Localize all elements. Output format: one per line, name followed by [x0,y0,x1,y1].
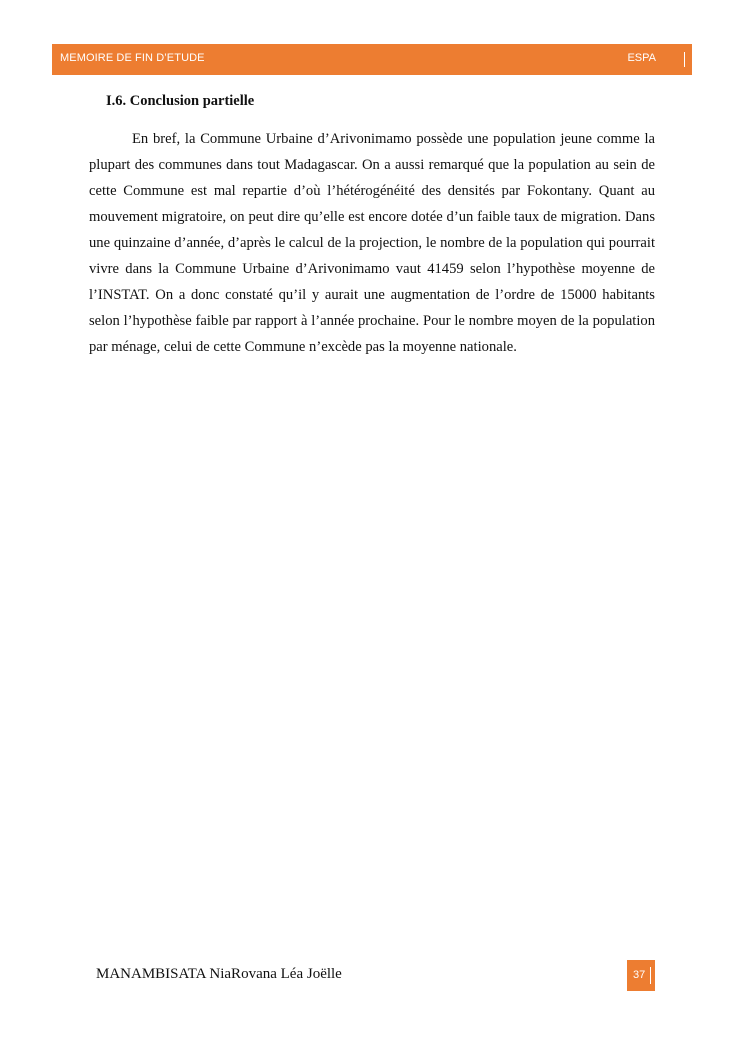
section-heading: I.6. Conclusion partielle [106,93,255,109]
header-document-type: MEMOIRE DE FIN D’ETUDE [60,52,205,64]
page-number: 37 [633,969,646,981]
page-number-divider [650,967,651,984]
page-header [52,44,692,75]
page-number-badge [627,960,655,991]
conclusion-paragraph: En bref, la Commune Urbaine d’Arivonimamo possède une population jeune comme la plupart des communes dans tout Madagascar. On a aussi remarqué que la population au sein de cette Commune est mal repartie d’où l’hétérogénéité des densités par Fokontany. Quant au mouvement migratoire, on peut dire qu’elle est encore dotée d’un faible taux de migration. Dans une quinzaine d’année, d’après le calcul de la projection, le nombre de la population qui pourrait vivre dans la Commune Urbaine d’Arivonimamo vaut 41459 selon l’hypothèse moyenne de l’INSTAT. On a donc constaté qu’il y aurait une augmentation de l’ordre de 15000 habitants selon l’hypothèse faible par rapport à l’année prochaine. Pour le nombre moyen de la population par ménage, celui de cette Commune n’excède pas la moyenne nationale. [89,131,655,355]
header-institution: ESPA [627,52,656,64]
footer-author: MANAMBISATA NiaRovana Léa Joëlle [96,966,342,982]
header-divider [684,52,685,67]
